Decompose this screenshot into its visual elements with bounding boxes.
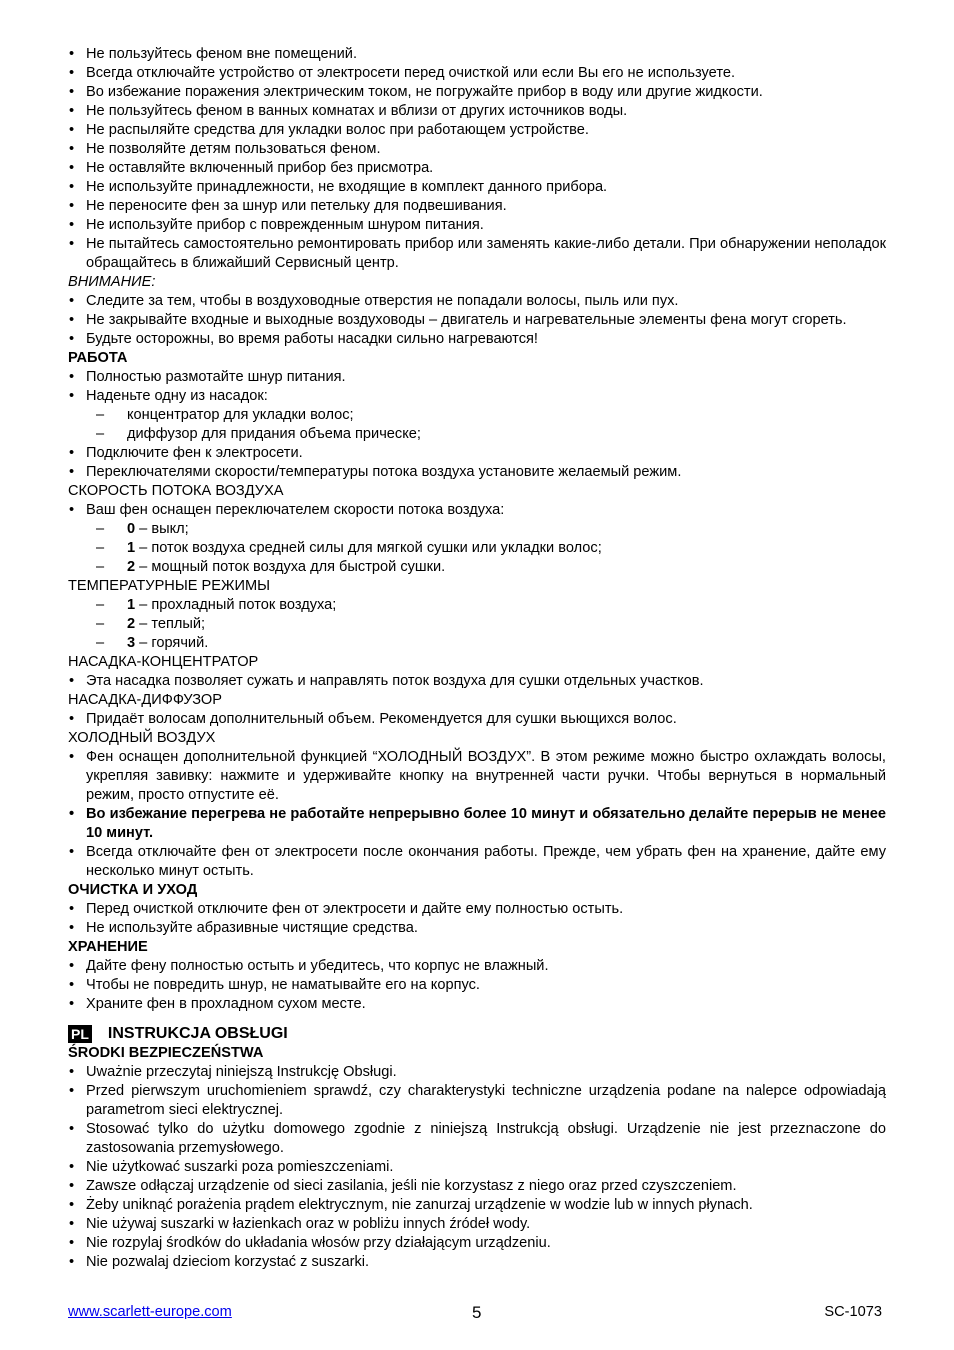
document-body xyxy=(68,45,886,1272)
list-item: • Дайте фену полностью остыть и убедитесь, что корпус не влажный. xyxy=(68,957,886,976)
list-item: • Всегда отключайте устройство от электросети перед очисткой или если Вы его не используете. xyxy=(68,64,886,83)
mode-number: 1 xyxy=(127,540,136,556)
speed-mode-item xyxy=(68,539,886,558)
list-item: • Во избежание поражения электрическим током, не погружайте прибор в воду или другие жидкости. xyxy=(68,83,886,102)
pl-section-title xyxy=(68,1024,886,1044)
cleaning-list xyxy=(68,900,886,938)
attention-list xyxy=(68,292,886,349)
page-footer xyxy=(68,1303,886,1325)
temp-mode-item xyxy=(68,634,886,653)
list-item: • Не переносите фен за шнур или петельку для подвешивания. xyxy=(68,197,886,216)
list-item: • Будьте осторожны, во время работы насадки сильно нагреваются! xyxy=(68,330,886,349)
list-item: • Храните фен в прохладном сухом месте. xyxy=(68,995,886,1014)
list-item: • Следите за тем, чтобы в воздуховодные отверстия не попадали волосы, пыль или пух. xyxy=(68,292,886,311)
temp-list xyxy=(68,596,886,653)
mode-text: – теплый; xyxy=(135,616,206,632)
attention-label: ВНИМАНИЕ: xyxy=(68,274,156,290)
model-number: SC-1073 xyxy=(824,1304,882,1320)
mode-text: – прохладный поток воздуха; xyxy=(135,597,337,613)
list-item: • Ваш фен оснащен переключателем скорости потока воздуха: xyxy=(68,501,886,520)
temp-mode-item xyxy=(68,615,886,634)
list-item: • Не закрывайте входные и выходные воздуховоды – двигатель и нагревательные элементы фена могут сгореть. xyxy=(68,311,886,330)
list-item: • Żeby uniknąć porażenia prądem elektrycznym, nie zanurzaj urządzenie w wodzie lub w innych płynach. xyxy=(68,1196,886,1215)
overheat-warning: • Во избежание перегрева не работайте непрерывно более 10 минут и обязательно делайте перерыв не менее 10 минут. xyxy=(68,805,886,843)
pl-safety-heading: ŚRODKI BEZPIECZEŃSTWA xyxy=(68,1045,264,1061)
pl-safety-list xyxy=(68,1063,886,1272)
mode-number: 0 xyxy=(127,521,136,537)
list-item: • Nie pozwalaj dzieciom korzystać z suszarki. xyxy=(68,1253,886,1272)
list-item: • Перед очисткой отключите фен от электросети и дайте ему полностью остыть. xyxy=(68,900,886,919)
cold-air-heading: ХОЛОДНЫЙ ВОЗДУХ xyxy=(68,730,216,746)
list-item: • Фен оснащен дополнительной функцией “ХОЛОДНЫЙ ВОЗДУХ”. В этом режиме можно быстро охлаждать волосы, укрепляя завивку: нажмите и удерживайте кнопку на внутренней части ручки. Чтобы вернуться в нормальный режим, просто отпустите её. xyxy=(68,748,886,805)
list-item: • Наденьте одну из насадок: xyxy=(68,387,886,406)
list-item: • Не распыляйте средства для укладки волос при работающем устройстве. xyxy=(68,121,886,140)
list-item: • Переключателями скорости/температуры потока воздуха установите желаемый режим. xyxy=(68,463,886,482)
list-item: • Полностью размотайте шнур питания. xyxy=(68,368,886,387)
list-item: • Uważnie przeczytaj niniejszą Instrukcję Obsługi. xyxy=(68,1063,886,1082)
sub-list-item: – диффузор для придания объема прическе; xyxy=(68,425,886,444)
cleaning-heading: ОЧИСТКА И УХОД xyxy=(68,882,198,898)
list-item: • Не пользуйтесь феном в ванных комнатах и вблизи от других источников воды. xyxy=(68,102,886,121)
speed-list xyxy=(68,501,886,577)
pl-title-text: INSTRUKCJA OBSŁUGI xyxy=(107,1025,288,1042)
page-number: 5 xyxy=(472,1303,482,1322)
ru-safety-list xyxy=(68,45,886,273)
diffuser-heading: НАСАДКА-ДИФФУЗОР xyxy=(68,692,222,708)
list-item: • Не пытайтесь самостоятельно ремонтировать прибор или заменять какие-либо детали. При обнаружении неполадок обращайтесь в ближайший Сервисный центр. xyxy=(68,235,886,273)
mode-number: 1 xyxy=(127,597,136,613)
speed-mode-item xyxy=(68,558,886,577)
list-item: • Stosować tylko do użytku domowego zgodnie z niniejszą Instrukcją obsługi. Urządzenie nie jest przeznaczone do zastosowania przemysłowego. xyxy=(68,1120,886,1158)
list-item: • Подключите фен к электросети. xyxy=(68,444,886,463)
work-list xyxy=(68,368,886,482)
mode-text: – мощный поток воздуха для быстрой сушки. xyxy=(135,559,446,575)
website-link[interactable]: www.scarlett-europe.com xyxy=(68,1304,232,1320)
list-item: • Przed pierwszym uruchomieniem sprawdź, czy charakterystyki techniczne urządzenia podane na nalepce odpowiadają parametrom sieci elektrycznej. xyxy=(68,1082,886,1120)
concentrator-heading: НАСАДКА-КОНЦЕНТРАТОР xyxy=(68,654,259,670)
storage-heading: ХРАНЕНИЕ xyxy=(68,939,148,955)
list-item: • Придаёт волосам дополнительный объем. Рекомендуется для сушки вьющихся волос. xyxy=(68,710,886,729)
concentrator-list xyxy=(68,672,886,691)
sub-list-item: – концентратор для укладки волос; xyxy=(68,406,886,425)
list-item: • Не позволяйте детям пользоваться феном. xyxy=(68,140,886,159)
list-item: • Не используйте прибор с поврежденным шнуром питания. xyxy=(68,216,886,235)
mode-number: 2 xyxy=(127,616,136,632)
list-item: • Всегда отключайте фен от электросети после окончания работы. Прежде, чем убрать фен на хранение, дайте ему несколько минут остыть. xyxy=(68,843,886,881)
diffuser-list xyxy=(68,710,886,729)
mode-text: – поток воздуха средней силы для мягкой сушки или укладки волос; xyxy=(135,540,602,556)
speed-mode-item xyxy=(68,520,886,539)
list-item: • Чтобы не повредить шнур, не наматывайте его на корпус. xyxy=(68,976,886,995)
speed-heading: СКОРОСТЬ ПОТОКА ВОЗДУХА xyxy=(68,483,284,499)
mode-number: 2 xyxy=(127,559,136,575)
mode-number: 3 xyxy=(127,635,136,651)
work-heading: РАБОТА xyxy=(68,350,128,366)
mode-text: – выкл; xyxy=(135,521,189,537)
language-badge: PL xyxy=(68,1025,92,1043)
list-item: • Nie używaj suszarki w łazienkach oraz w pobliżu innych źródeł wody. xyxy=(68,1215,886,1234)
list-item: • Zawsze odłączaj urządzenie od sieci zasilania, jeśli nie korzystasz z niego oraz przed czyszczeniem. xyxy=(68,1177,886,1196)
list-item: • Эта насадка позволяет сужать и направлять поток воздуха для сушки отдельных участков. xyxy=(68,672,886,691)
list-item: • Nie użytkować suszarki poza pomieszczeniami. xyxy=(68,1158,886,1177)
temp-heading: ТЕМПЕРАТУРНЫЕ РЕЖИМЫ xyxy=(68,578,271,594)
list-item: • Nie rozpylaj środków do układania włosów przy działającym urządzeniu. xyxy=(68,1234,886,1253)
list-item: • Не используйте принадлежности, не входящие в комплект данного прибора. xyxy=(68,178,886,197)
list-item: • Не используйте абразивные чистящие средства. xyxy=(68,919,886,938)
list-item: • Не оставляйте включенный прибор без присмотра. xyxy=(68,159,886,178)
storage-list xyxy=(68,957,886,1014)
mode-text: – горячий. xyxy=(135,635,209,651)
temp-mode-item xyxy=(68,596,886,615)
cold-air-list xyxy=(68,748,886,881)
list-item: • Не пользуйтесь феном вне помещений. xyxy=(68,45,886,64)
